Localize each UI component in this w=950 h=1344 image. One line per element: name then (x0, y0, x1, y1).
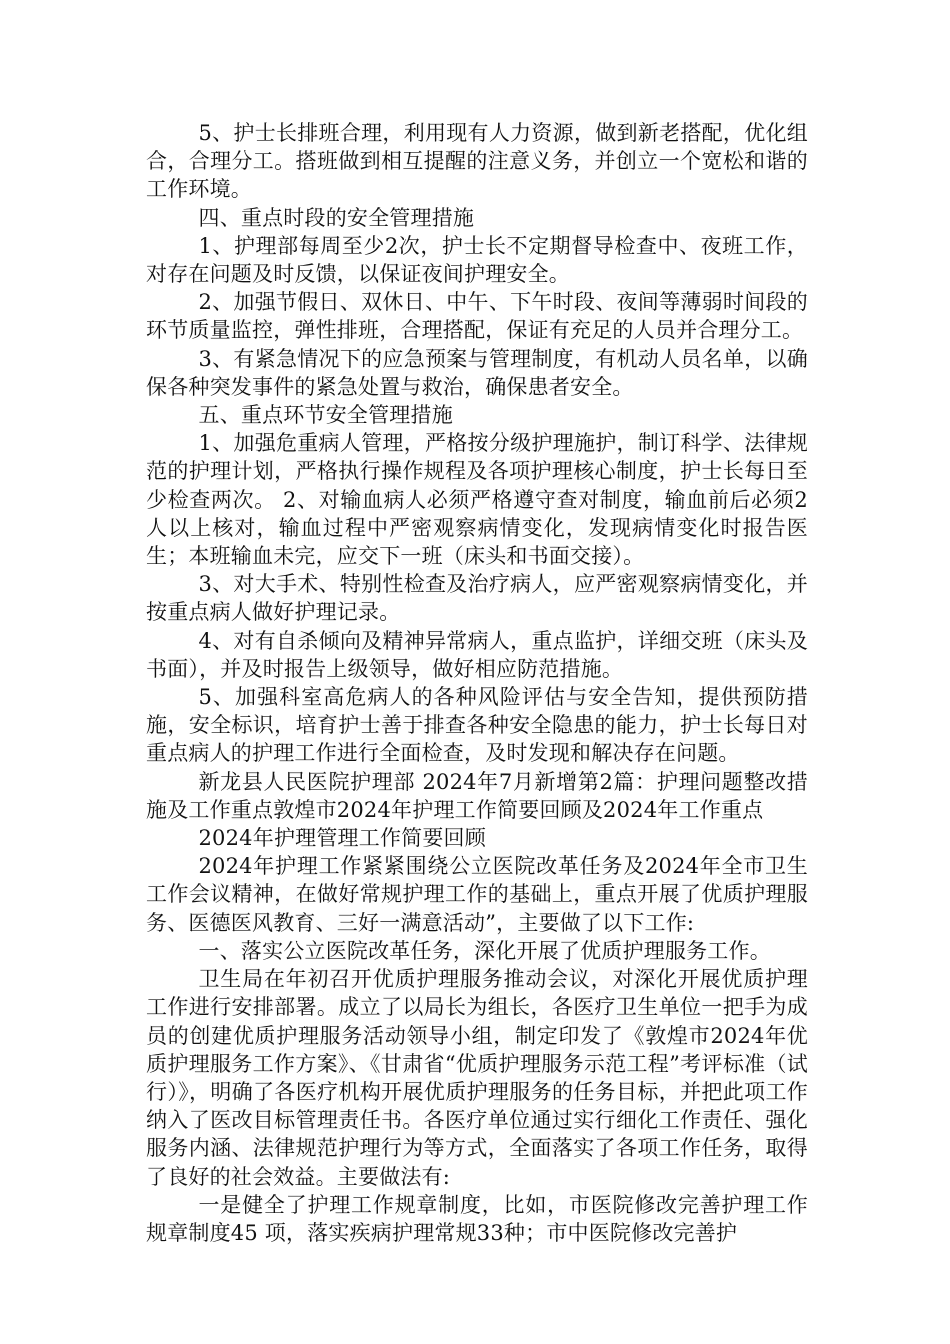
section-heading-4: 四、重点时段的安全管理措施 (198, 205, 475, 230)
paragraph-7: 4、对有自杀倾向及精神异常病人，重点监护，详细交班（床头及书面），并及时报告上级领导，做好相应防范措施。 (146, 628, 808, 681)
review-title: 2024年护理管理工作简要回顾 (198, 826, 486, 851)
paragraph-4: 3、有紧急情况下的应急预案与管理制度，有机动人员名单，以确保各种突发事件的紧急处置与救治，确保患者安全。 (146, 346, 808, 399)
paragraph-3: 2、加强节假日、双休日、中午、下午时段、夜间等薄弱时间段的环节质量监控，弹性排班，合理搭配，保证有充足的人员并合理分工。 (146, 290, 808, 343)
section-heading-1: 一、落实公立医院改革任务，深化开展了优质护理服务工作。 (198, 938, 771, 963)
section-heading-5: 五、重点环节安全管理措施 (198, 403, 453, 428)
document-body (146, 119, 808, 1247)
paragraph-5: 1、加强危重病人管理，严格按分级护理施护，制订科学、法律规范的护理计划，严格执行操作规程及各项护理核心制度，护士长每日至少检查两次。 2、对输血病人必须严格遵守查对制度，输血前后必须2人以上核对，输血过程中严密观察病情变化，发现病情变化时报告医生；本班输血未完，应交下一班（床头和书面交接）。 (146, 431, 808, 569)
paragraph-10: 2024年护理工作紧紧围绕公立医院改革任务及2024年全市卫生工作会议精神，在做好常规护理工作的基础上，重点开展了优质护理服务、医德医风教育、三好一满意活动”，主要做了以下工作: (146, 854, 808, 935)
paragraph-9: 新龙县人民医院护理部 2024年7月新增第2篇：护理问题整改措施及工作重点敦煌市2024年护理工作简要回顾及2024年工作重点 (146, 769, 808, 822)
paragraph-11: 卫生局在年初召开优质护理服务推动会议，对深化开展优质护理工作进行安排部署。成立了以局长为组长，各医疗卫生单位一把手为成员的创建优质护理服务活动领导小组，制定印发了《敦煌市2024年优质护理服务工作方案》、《甘肃省“优质护理服务示范工程”考评标准（试行）》，明确了各医疗机构开展优质护理服务的任务目标，并把此项工作纳入了医改目标管理责任书。各医疗单位通过实行细化工作责任、强化服务内涵、法律规范护理行为等方式，全面落实了各项工作任务，取得了良好的社会效益。主要做法有: (146, 967, 808, 1189)
paragraph-6: 3、对大手术、特别性检查及治疗病人，应严密观察病情变化，并按重点病人做好护理记录。 (146, 572, 808, 625)
paragraph-8: 5、加强科室高危病人的各种风险评估与安全告知，提供预防措施，安全标识，培育护士善于排查各种安全隐患的能力，护士长每日对重点病人的护理工作进行全面检查，及时发现和解决存在问题。 (146, 685, 808, 766)
paragraph-2: 1、护理部每周至少2次，护士长不定期督导检查中、夜班工作，对存在问题及时反馈，以保证夜间护理安全。 (146, 233, 808, 287)
paragraph-12: 一是健全了护理工作规章制度，比如，市医院修改完善护理工作规章制度45 项，落实疾病护理常规33种；市中医院修改完善护 (146, 1192, 808, 1245)
paragraph-1: 5、护士长排班合理，利用现有人力资源，做到新老搭配，优化组合，合理分工。搭班做到相互提醒的注意义务，并创立一个宽松和谐的工作环境。 (146, 121, 808, 202)
